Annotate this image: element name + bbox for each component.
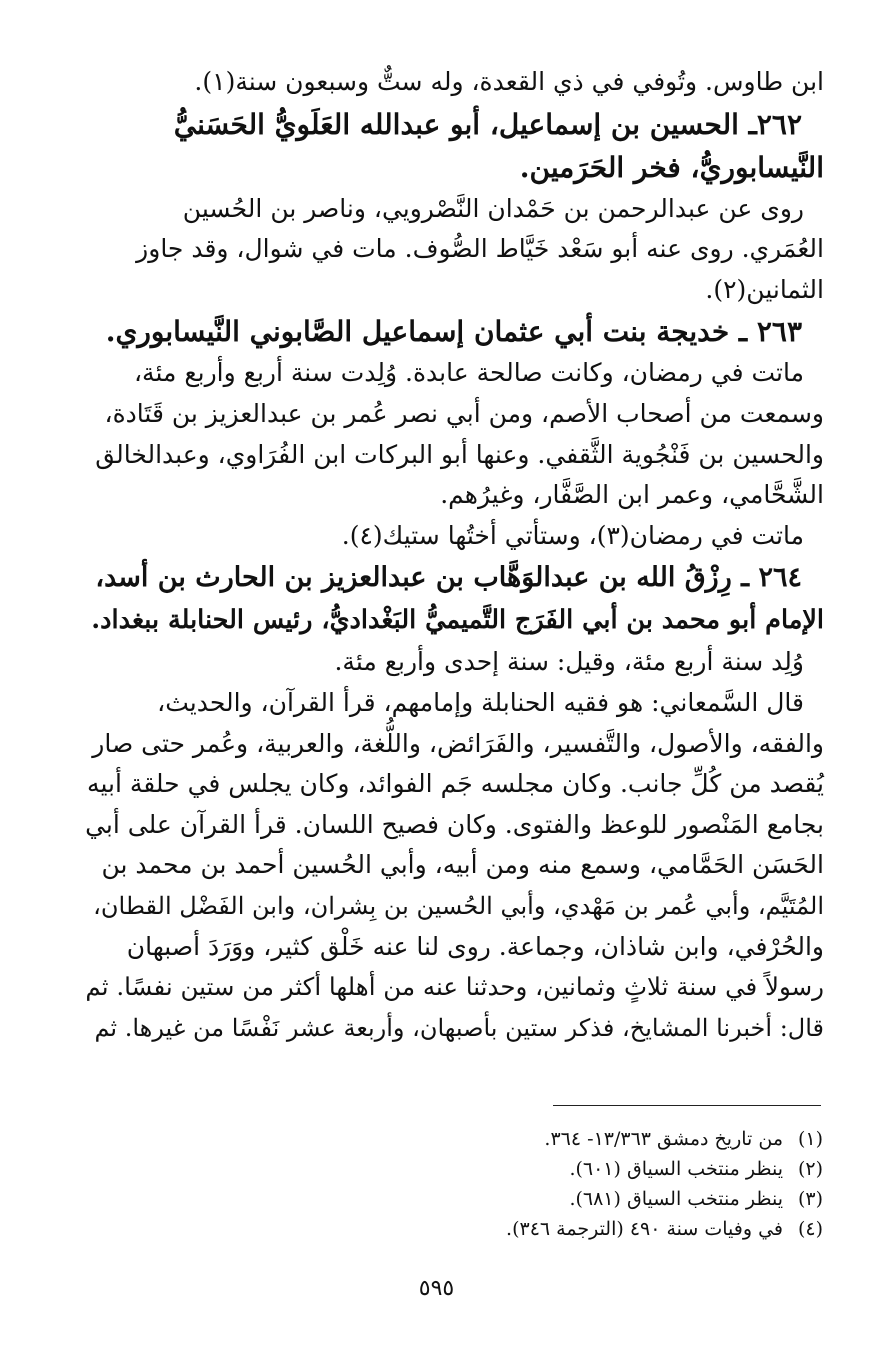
- footnote-number: (٣): [797, 1188, 823, 1210]
- page-number: ٥٩٥: [418, 1276, 455, 1301]
- footnote-text: في وفيات سنة ٤٩٠ (الترجمة ٣٤٦).: [506, 1218, 783, 1240]
- main-text-block: [84, 62, 824, 1048]
- footnote-text: ينظر منتخب السياق (٦٠١).: [569, 1158, 783, 1180]
- body-text-line: ماتت في رمضان(٣)، وستأتي أختُها ستيك(٤).: [341, 520, 804, 550]
- body-text-line: قال: أخبرنا المشايخ، فذكر ستين بأصبهان، وأربعة عشر نَفْسًا من غيرها. ثم: [94, 1013, 824, 1042]
- footnote: [223, 1184, 823, 1214]
- entry-heading-line: ٢٦٣ ـ خديجة بنت أبي عثمان إسماعيل الصَّابوني النَّيسابوري.: [105, 315, 802, 349]
- body-text-line: ماتت في رمضان، وكانت صالحة عابدة. وُلِدت سنة أربع وأربع مئة،: [133, 358, 804, 388]
- footnote-number: (٤): [797, 1218, 823, 1240]
- footnote-number: (٢): [797, 1158, 823, 1180]
- body-text-line: المُتَيَّم، وأبي عُمر بن مَهْدي، وأبي الحُسين بن بِشران، وابن الفَضْل القطان،: [93, 891, 824, 920]
- footnote-text: من تاريخ دمشق ١٣/٣٦٣- ٣٦٤.: [544, 1128, 783, 1150]
- entry-heading-line: ٢٦٤ ـ رِزْقُ الله بن عبدالوَهَّاب بن عبدالعزيز بن الحارث بن أسد،: [95, 562, 802, 594]
- footnote: [223, 1154, 823, 1184]
- body-text-line: والفقه، والأصول، والتَّفسير، والفَرَائض، واللُّغة، والعربية، وعُمر حتى صار: [92, 728, 824, 758]
- body-text-line: بجامع المَنْصور للوعظ والفتوى. وكان فصيح اللسان. قرأ القرآن على أبي: [85, 809, 824, 839]
- body-text-line: الثمانين(٢).: [705, 274, 824, 304]
- body-text-line: والحسين بن فَنْجُوية الثَّقفي. وعنها أبو البركات ابن الفُرَاوي، وعبدالخالق: [95, 439, 824, 469]
- footnote-number: (١): [797, 1128, 823, 1150]
- footnote-text: ينظر منتخب السياق (٦٨١).: [569, 1188, 783, 1210]
- footnotes-block: [223, 1124, 823, 1244]
- body-text-line: ابن طاوس. وتُوفي في ذي القعدة، وله ستٌّ وسبعون سنة(١).: [194, 67, 824, 96]
- body-text-line: الشَّحَّامي، وعمر ابن الصَّفَّار، وغيرُهم.: [440, 480, 824, 510]
- entry-heading-line: النَّيسابوريُّ، فخر الحَرَمين.: [519, 150, 824, 184]
- body-text-line: روى عن عبدالرحمن بن حَمْدان النَّصْرويي، وناصر بن الحُسين: [182, 193, 804, 223]
- body-text-line: قال السَّمعاني: هو فقيه الحنابلة وإمامهم، قرأ القرآن، والحديث،: [157, 687, 804, 717]
- body-text-line: رسولاً في سنة ثلاثٍ وثمانين، وحدثنا عنه من أهلها أكثر من ستين نفسًا. ثم: [85, 972, 824, 1002]
- footnote: [223, 1124, 823, 1154]
- body-text-line: يُقصد من كُلِّ جانب. وكان مجلسه جَم الفوائد، وكان يجلس في حلقة أبيه: [87, 769, 824, 799]
- body-text-line: وسمعت من أصحاب الأصم، ومن أبي نصر عُمر بن عبدالعزيز بن قَتَادة،: [104, 398, 824, 428]
- body-text-line: العُمَري. روى عنه أبو سَعْد خَيَّاط الصُّوف. مات في شوال، وقد جاوز: [136, 234, 824, 264]
- footnote-divider: [553, 1105, 821, 1106]
- entry-heading-line: الإمام أبو محمد بن أبي الفَرَج التَّميميُّ البَغْداديُّ، رئيس الحنابلة ببغداد.: [91, 605, 824, 636]
- body-text-line: الحَسَن الحَمَّامي، وسمع منه ومن أبيه، وأبي الحُسين أحمد بن محمد بن: [101, 850, 824, 880]
- entry-heading-line: ٢٦٢ـ الحسين بن إسماعيل، أبو عبدالله العَلَويُّ الحَسَنيُّ: [173, 107, 802, 141]
- footnote: [223, 1214, 823, 1244]
- body-text-line: والحُرْفي، وابن شاذان، وجماعة. روى لنا عنه خَلْق كثير، ووَرَدَ أصبهان: [126, 931, 824, 961]
- body-text-line: وُلِد سنة أربع مئة، وقيل: سنة إحدى وأربع مئة.: [334, 647, 804, 677]
